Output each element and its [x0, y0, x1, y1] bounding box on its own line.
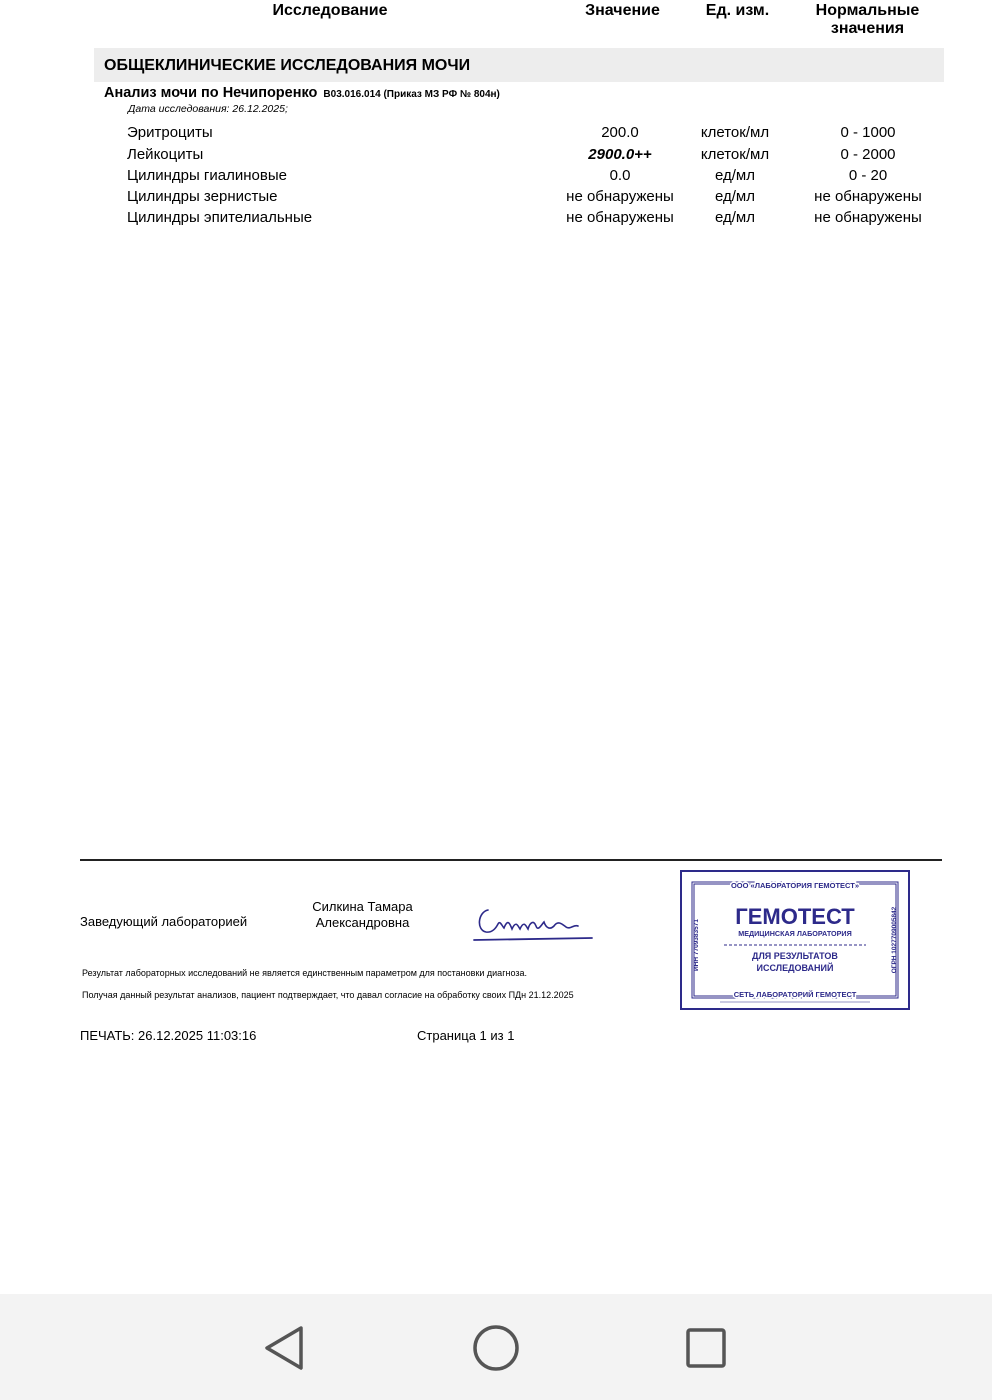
header-norm-line2: значения — [830, 20, 905, 37]
result-name: Цилиндры зернистые — [127, 188, 278, 205]
result-value-flagged: 2900.0++ — [588, 146, 652, 163]
home-button[interactable] — [468, 1320, 524, 1376]
test-name — [104, 85, 500, 101]
lab-stamp — [680, 870, 910, 1010]
test-code: B03.016.014 (Приказ МЗ РФ № 804н) — [323, 89, 500, 100]
result-name: Эритроциты — [127, 124, 213, 141]
signer-role: Заведующий лабораторией — [80, 914, 248, 929]
result-unit: ед/мл — [715, 209, 755, 226]
stamp-purpose-line1: ДЛЯ РЕЗУЛЬТАТОВ — [752, 951, 838, 961]
result-row — [0, 209, 992, 230]
result-norm: 0 - 2000 — [840, 146, 896, 163]
footer-divider — [80, 859, 942, 861]
result-norm: не обнаружены — [814, 188, 922, 205]
disclaimer-diagnosis: Результат лабораторных исследований не является единственным параметром для постановки диагноза. — [82, 968, 527, 978]
result-row — [0, 124, 992, 145]
result-row — [0, 167, 992, 188]
result-unit: ед/мл — [715, 188, 755, 205]
signer-name-line1: Силкина Тамара — [312, 899, 413, 914]
result-value: не обнаружены — [566, 209, 674, 226]
signer-name — [300, 899, 425, 931]
test-date: Дата исследования: 26.12.2025; — [128, 103, 288, 115]
header-norm — [790, 2, 945, 38]
result-row — [0, 188, 992, 209]
stamp-ogrn: ОГРН 1027709005842 — [891, 906, 898, 974]
stamp-top: ООО «ЛАБОРАТОРИЯ ГЕМОТЕСТ» — [730, 881, 860, 890]
stamp-frame — [680, 870, 910, 1010]
stamp-brand: ГЕМОТЕСТ — [735, 904, 855, 929]
result-norm: 0 - 20 — [848, 167, 888, 184]
navigation-bar — [0, 1294, 992, 1400]
result-unit: клеток/мл — [700, 146, 770, 163]
result-norm: не обнаружены — [814, 209, 922, 226]
stamp-inn: ИНН 7709383571 — [693, 918, 700, 972]
disclaimer-consent: Получая данный результат анализов, пациент подтверждает, что давал согласие на обработку своих ПДн 21.12.2025 — [82, 990, 574, 1000]
result-unit: клеток/мл — [700, 124, 770, 141]
result-name: Цилиндры гиалиновые — [127, 167, 287, 184]
test-name-text: Анализ мочи по Нечипоренко — [104, 85, 318, 101]
result-value: не обнаружены — [566, 188, 674, 205]
result-unit: ед/мл — [715, 167, 755, 184]
header-value: Значение — [585, 2, 660, 19]
home-circle-icon — [468, 1320, 524, 1376]
stamp-subtitle: МЕДИЦИНСКАЯ ЛАБОРАТОРИЯ — [738, 929, 852, 938]
page-number: Страница 1 из 1 — [417, 1028, 515, 1043]
header-study: Исследование — [272, 2, 388, 19]
result-row — [0, 146, 992, 167]
result-name: Лейкоциты — [127, 146, 204, 163]
result-name: Цилиндры эпителиальные — [127, 209, 313, 226]
handwritten-signature — [470, 896, 600, 946]
stamp-bottom: СЕТЬ ЛАБОРАТОРИЙ ГЕМОТЕСТ — [733, 990, 857, 999]
print-timestamp: ПЕЧАТЬ: 26.12.2025 11:03:16 — [80, 1028, 257, 1043]
section-title: ОБЩЕКЛИНИЧЕСКИЕ ИССЛЕДОВАНИЯ МОЧИ — [104, 57, 471, 74]
header-unit: Ед. изм. — [705, 2, 770, 19]
result-value: 0.0 — [609, 167, 631, 184]
result-norm: 0 - 1000 — [840, 124, 896, 141]
header-norm-line1: Нормальные — [815, 2, 920, 19]
back-button[interactable] — [256, 1320, 312, 1376]
signer-name-line2: Александровна — [315, 915, 410, 930]
back-triangle-icon — [256, 1320, 312, 1376]
result-value: 200.0 — [601, 124, 639, 141]
recents-button[interactable] — [678, 1320, 734, 1376]
recents-square-icon — [678, 1320, 734, 1376]
stamp-purpose-line2: ИССЛЕДОВАНИЙ — [756, 963, 834, 973]
